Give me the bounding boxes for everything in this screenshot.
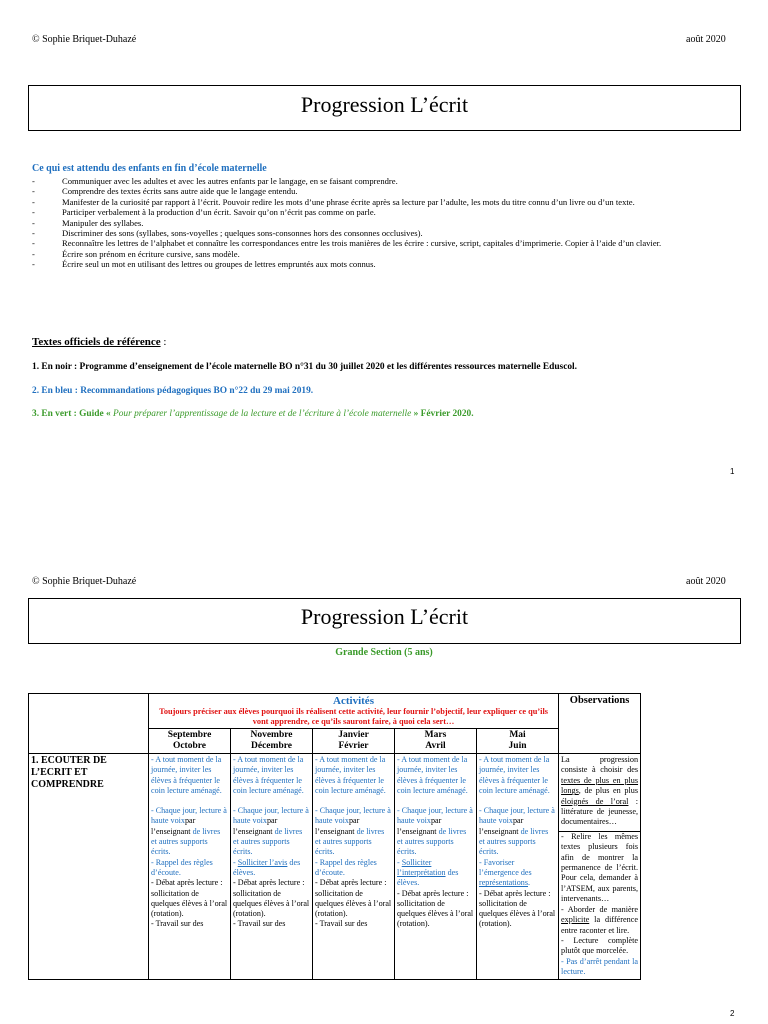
list-item: - Reconnaître les lettres de l’alphabet et connaître les correspondances entre les trois manières de les écrire : cursive, script, capitales d’imprimerie. Copier à l’aide d’un clavier.: [32, 238, 737, 248]
work-text: - Travail sur des: [233, 919, 286, 929]
daily-reading-text: - Chaque jour, lecture à haute voix: [479, 806, 555, 826]
references-heading-colon: :: [160, 336, 167, 348]
expectations-heading: Ce qui est attendu des enfants en fin d’école maternelle: [32, 163, 267, 174]
row-label: 1. ECOUTER DE L’ECRIT ET COMPRENDRE: [31, 755, 107, 790]
table-row: [29, 694, 741, 729]
solicit-opinion-text: Solliciter l’avis: [237, 857, 288, 867]
daily-reading-text: - Chaque jour, lecture à haute voix: [151, 806, 227, 826]
obs-complete-reading: - Lecture complète plutôt que morcelée.: [561, 935, 639, 956]
activities-title: Activités: [333, 695, 374, 707]
list-item: - Manifester de la curiosité par rapport à l’écrit. Pouvoir redire les mots d’une phrase écrite après sa lecture par l’adulte, les mots du titre connu d’un livre ou d’un texte.: [32, 197, 737, 207]
date-text: août 2020: [686, 576, 726, 587]
reading-corner-text: - A tout moment de la journée, inviter les élèves à fréquenter le coin lecture aménagé.: [397, 755, 468, 795]
activities-header-cell: [149, 694, 559, 729]
solicit-text: Solliciter: [401, 857, 432, 867]
favor-text: - Favoriser l’émergence des: [479, 857, 532, 877]
observations-title: Observations: [569, 695, 630, 706]
debate-text: - Débat après lecture : sollicitation de quelques élèves à l’oral (rotation).: [151, 878, 228, 919]
activity-cell-mar-apr: - A tout moment de la journée, inviter les élèves à fréquenter le coin lecture aménagé. - Chaque jour, lecture à haute voixpar l’enseignant de livres et autres supports écrits. - Solliciter l’interprétation des élèves. - Débat après lecture : sollicitation de quelques élèves à l’oral (rotation).: [395, 754, 477, 980]
daily-reading-teacher: l’enseignant: [315, 826, 355, 836]
reference-black: 1. En noir : Programme d’enseignement de l’école maternelle BO n°31 du 30 juillet 2020 et les différentes ressources maternelle Eduscol.: [32, 362, 577, 372]
reading-corner-text: - A tout moment de la journée, inviter les élèves à fréquenter le coin lecture aménagé.: [233, 755, 304, 795]
daily-reading-text: - Chaque jour, lecture à haute voix: [397, 806, 473, 826]
page-title: Progression L’écrit: [300, 92, 469, 117]
reference-green: [32, 409, 474, 419]
daily-reading-teacher: l’enseignant: [233, 826, 273, 836]
obs-no-stop: - Pas d’arrêt pendant la lecture.: [561, 956, 639, 977]
copyright-text: © Sophie Briquet-Duhazé: [32, 576, 137, 587]
obs-explicit-word: explicite: [561, 915, 590, 925]
daily-reading-supports: de livres et autres supports écrits.: [233, 826, 303, 857]
daily-reading-par: par: [266, 816, 278, 826]
daily-reading-text: - Chaque jour, lecture à haute voix: [233, 806, 309, 826]
reference-green-guide-title: Pour préparer l’apprentissage de la lecture et de l’écriture à l’école maternelle: [113, 409, 412, 419]
activity-cell-may-jun: - A tout moment de la journée, inviter les élèves à fréquenter le coin lecture aménagé. - Chaque jour, lecture à haute voixpar l’enseignant de livres et autres supports écrits. - Favoriser l’émergence des représentations. - Débat après lecture : sollicitation de quelques élèves à l’oral (rotation).: [477, 754, 559, 980]
references-heading-text: Textes officiels de référence: [32, 336, 161, 348]
interpretation-text: l’interprétation: [397, 867, 446, 877]
daily-reading-text: - Chaque jour, lecture à haute voix: [315, 806, 391, 826]
expectations-list: [32, 176, 737, 270]
observations-cell: [559, 754, 641, 980]
obs-reread-text: - Relire les mêmes textes plusieurs fois afin de montrer la permanence de l’écrit. Pour cela, demander à l’ATSEM, aux parents, intervenants…: [561, 831, 639, 904]
daily-reading-par: par: [512, 816, 524, 826]
observations-header-cell: [559, 694, 641, 754]
references-heading: [32, 336, 166, 348]
month-header-may-jun: Mai Juin: [477, 729, 559, 754]
row-label-cell: [29, 754, 149, 980]
month-header-sep-oct: Septembre Octobre: [149, 729, 231, 754]
daily-reading-teacher: l’enseignant: [151, 826, 191, 836]
listening-rules-text: - Rappel des règles d’écoute.: [315, 857, 377, 877]
obs-explicit-end: la différence entre raconter et lire.: [561, 915, 639, 935]
page-number: 2: [730, 1009, 735, 1018]
debate-text: - Débat après lecture : sollicitation de quelques élèves à l’oral (rotation).: [233, 878, 310, 919]
list-item: - Communiquer avec les adultes et avec les autres enfants par le langage, en se faisant comprendre.: [32, 176, 737, 186]
date-text: août 2020: [686, 34, 726, 45]
daily-reading-teacher: l’enseignant: [397, 826, 437, 836]
month-header-mar-apr: Mars Avril: [395, 729, 477, 754]
reading-corner-text: - A tout moment de la journée, inviter les élèves à fréquenter le coin lecture aménagé.: [315, 755, 386, 795]
month-header-nov-dec: Novembre Décembre: [231, 729, 313, 754]
reading-corner-text: - A tout moment de la journée, inviter les élèves à fréquenter le coin lecture aménagé.: [479, 755, 550, 795]
interpretation-students: des élèves.: [397, 867, 459, 888]
daily-reading-par: par: [430, 816, 442, 826]
daily-reading-par: par: [184, 816, 196, 826]
daily-reading-supports: de livres et autres supports écrits.: [397, 826, 467, 857]
page-number: 1: [730, 467, 735, 476]
activities-note: Toujours préciser aux élèves pourquoi ils réalisent cette activité, leur fournir l’objectif, leur expliquer ce qu’ils vont apprendre, ce qu’ils sauront faire, à quoi cela sert…: [159, 707, 548, 726]
activity-cell-sep-oct: [149, 754, 231, 980]
listening-rules-text: - Rappel des règles d’écoute.: [151, 857, 213, 877]
page-title-box: [28, 598, 741, 644]
debate-text: - Débat après lecture : sollicitation de quelques élèves à l’oral (rotation).: [479, 888, 556, 929]
representations-text: représentations: [479, 878, 528, 888]
activity-cell-jan-feb: [313, 754, 395, 980]
list-item: - Discriminer des sons (syllabes, sons-voyelles ; quelques sons-consonnes hors des consonnes occlusives).: [32, 228, 737, 238]
month-header-jan-feb: Janvier Février: [313, 729, 395, 754]
obs-explicit-start: - Aborder de manière: [561, 904, 639, 914]
progression-table: [28, 693, 741, 980]
corner-cell: [29, 694, 149, 754]
reading-corner-text: - A tout moment de la journée, inviter les élèves à fréquenter le coin lecture aménagé.: [151, 755, 222, 795]
list-item: - Participer verbalement à la production d’un écrit. Savoir qu’on n’écrit pas comme on parle.: [32, 207, 737, 217]
reference-green-prefix: 3. En vert : Guide «: [32, 409, 113, 419]
page-title-box: [28, 85, 741, 131]
obs-progression-text: La progression consiste à choisir des: [561, 755, 639, 775]
copyright-text: © Sophie Briquet-Duhazé: [32, 34, 137, 45]
activity-cell-nov-dec: - A tout moment de la journée, inviter les élèves à fréquenter le coin lecture aménagé. - Chaque jour, lecture à haute voixpar l’enseignant de livres et autres supports écrits. - Solliciter l’avis des élèves. - Débat après lecture : sollicitation de quelques élèves à l’oral (rotation). - Travail sur des: [231, 754, 313, 980]
daily-reading-teacher: l’enseignant: [479, 826, 519, 836]
page-title: Progression L’écrit: [300, 604, 469, 629]
daily-reading-par: par: [348, 816, 360, 826]
debate-text: - Débat après lecture : sollicitation de quelques élèves à l’oral (rotation).: [397, 888, 474, 929]
daily-reading-supports: de livres et autres supports écrits.: [151, 826, 221, 857]
list-item: - Écrire seul un mot en utilisant des lettres ou groupes de lettres empruntés aux mots connus.: [32, 259, 737, 269]
daily-reading-supports: de livres et autres supports écrits.: [315, 826, 385, 857]
reference-green-suffix: » Février 2020.: [411, 409, 474, 419]
obs-progression-end: : littérature de jeunesse, documentaires…: [561, 796, 639, 827]
list-item: - Manipuler des syllabes.: [32, 218, 737, 228]
work-text: - Travail sur des: [315, 919, 368, 929]
obs-progression-mid: , de plus en plus: [578, 786, 639, 796]
work-text: - Travail sur des: [151, 919, 204, 929]
obs-longer-texts: textes de plus en plus longs: [561, 775, 639, 796]
daily-reading-supports: de livres et autres supports écrits.: [479, 826, 549, 857]
table-row: [29, 754, 741, 980]
debate-text: - Débat après lecture : sollicitation de quelques élèves à l’oral (rotation).: [315, 878, 392, 919]
list-item: - Écrire son prénom en écriture cursive, sans modèle.: [32, 249, 737, 259]
solicit-opinion-students: des élèves.: [233, 857, 301, 877]
reference-blue: 2. En bleu : Recommandations pédagogiques BO n°22 du 29 mai 2019.: [32, 386, 314, 396]
list-item: - Comprendre des textes écrits sans autre aide que le langage entendu.: [32, 186, 737, 196]
obs-far-from-oral: éloignés de l’oral: [561, 796, 629, 806]
grade-subtitle: Grande Section (5 ans): [335, 647, 433, 658]
